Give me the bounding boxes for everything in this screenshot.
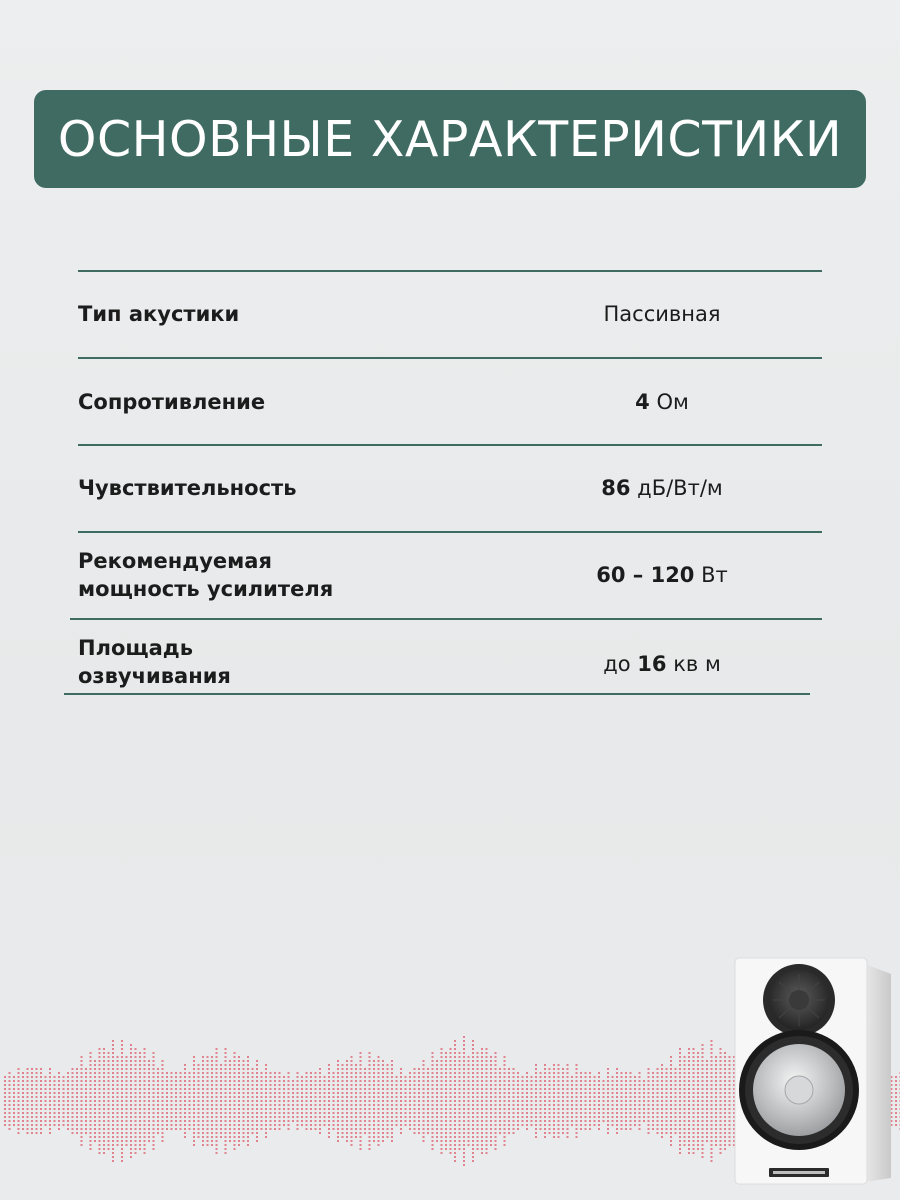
divider: [78, 357, 822, 359]
spec-label: Сопротивление: [78, 390, 266, 414]
spec-label: Чувствительность: [78, 476, 297, 500]
spec-value: [502, 388, 822, 416]
spec-value-unit: дБ/Вт/м: [637, 476, 723, 500]
spec-value-number: 86: [601, 476, 631, 500]
spec-label: [78, 634, 398, 690]
spec-value-unit: Вт: [701, 563, 728, 587]
divider: [78, 270, 822, 272]
spec-label-line: мощность усилителя: [78, 577, 334, 601]
spec-value: Пассивная: [603, 302, 721, 326]
spec-value: [502, 474, 822, 502]
spec-label: [78, 547, 398, 603]
spec-value-number: 16: [637, 652, 667, 676]
spec-value: [502, 561, 822, 589]
spec-value-number: 4: [635, 390, 650, 414]
spec-value-number: 60 – 120: [596, 563, 695, 587]
spec-label: Тип акустики: [78, 302, 240, 326]
spec-value-unit: Ом: [656, 390, 689, 414]
spec-label-line: озвучивания: [78, 664, 231, 688]
spec-label-line: Рекомендуемая: [78, 549, 272, 573]
divider: [64, 693, 810, 695]
divider: [78, 531, 822, 533]
divider: [78, 444, 822, 446]
spec-value-prefix: до: [603, 652, 631, 676]
spec-label-line: Площадь: [78, 636, 194, 660]
divider: [70, 618, 822, 620]
page-title: ОСНОВНЫЕ ХАРАКТЕРИСТИКИ: [57, 110, 843, 168]
speaker-image: [733, 956, 893, 1186]
spec-value: [502, 650, 822, 678]
spec-value-unit: кв м: [673, 652, 721, 676]
